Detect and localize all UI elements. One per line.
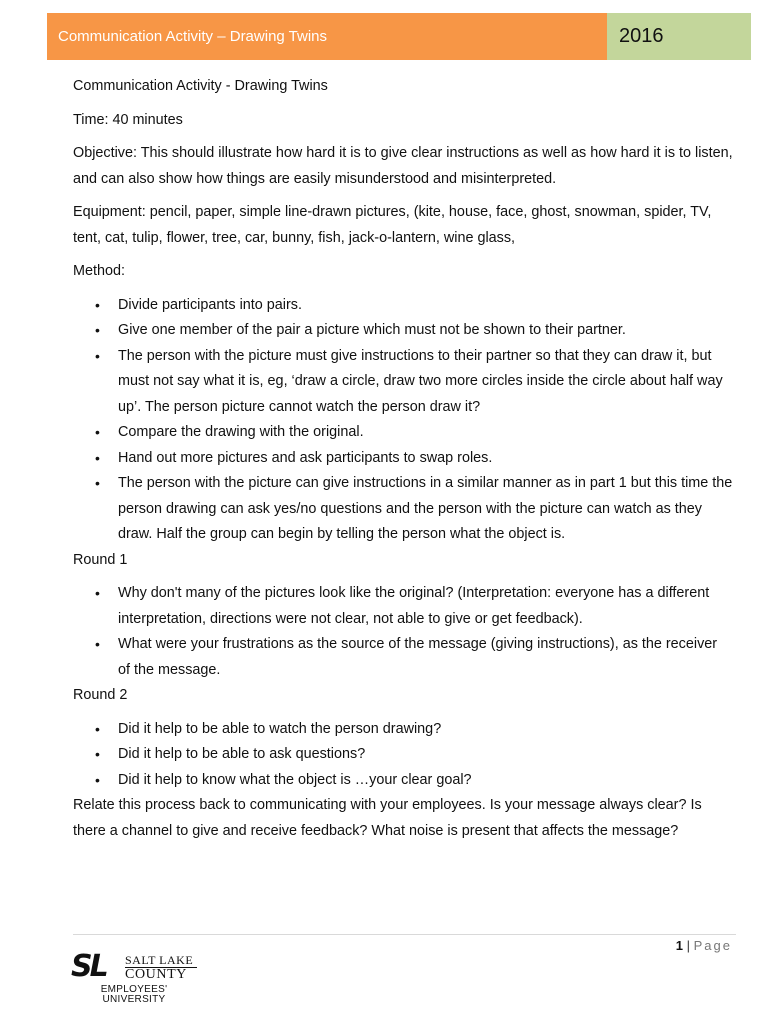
list-item: • What were your frustrations as the source of the message (giving instructions), as the receiver of the message.	[73, 632, 733, 683]
logo-line2: COUNTY	[125, 967, 187, 982]
round1-list	[73, 581, 733, 683]
logo-line1: SALT LAKE	[125, 953, 194, 967]
page-label: Page	[693, 938, 732, 953]
list-item: • Why don't many of the pictures look like the original? (Interpretation: everyone has a different interpretation, directions were not clear, not able to give or get feedback).	[73, 581, 733, 632]
page-number	[676, 938, 732, 953]
logo-line3: EMPLOYEES'	[100, 984, 168, 995]
document-body	[73, 74, 733, 852]
header-year: 2016	[607, 13, 751, 60]
page-number-value: 1	[675, 938, 684, 953]
list-item: • Compare the drawing with the original.	[73, 420, 733, 446]
logo-mark: SL	[71, 949, 106, 984]
time-line: Time: 40 minutes	[73, 111, 183, 128]
list-item: • Did it help to be able to watch the person drawing?	[73, 717, 733, 743]
logo-subtitle	[99, 985, 169, 1005]
footer-divider	[73, 934, 736, 935]
list-item: • The person with the picture can give instructions in a similar manner as in part 1 but this time the person drawing can ask yes/no questions and the person with the picture can watch as they draw. Half the group can begin by telling the person what the object is.	[73, 471, 733, 548]
equipment-paragraph: Equipment: pencil, paper, simple line-drawn pictures, (kite, house, face, ghost, snowman, spider, TV, tent, cat, tulip, flower, tree, car, bunny, fish, jack-o-lantern, wine glass,	[73, 204, 712, 246]
salt-lake-county-logo	[71, 949, 211, 1018]
header-title: Communication Activity – Drawing Twins	[47, 13, 607, 60]
list-item: • Did it help to be able to ask questions?	[73, 742, 733, 768]
list-item: • Divide participants into pairs.	[73, 293, 733, 319]
round2-label: Round 2	[73, 687, 128, 703]
method-label: Method:	[73, 263, 125, 279]
list-item: • Hand out more pictures and ask participants to swap roles.	[73, 446, 733, 472]
list-item: • Give one member of the pair a picture which must not be shown to their partner.	[73, 318, 733, 344]
round1-label: Round 1	[73, 551, 128, 568]
list-item: • Did it help to know what the object is …your clear goal?	[73, 768, 733, 794]
document-heading: Communication Activity - Drawing Twins	[73, 78, 328, 94]
logo-line4: UNIVERSITY	[102, 994, 166, 1005]
method-list	[73, 293, 733, 548]
closing-paragraph: Relate this process back to communicating with your employees. Is your message always clear? Is there a channel to give and receive feedback? What noise is present that affects the message?	[73, 797, 702, 839]
page-header	[47, 13, 751, 60]
list-item: • The person with the picture must give instructions to their partner so that they can draw it, but must not say what it is, eg, ‘draw a circle, draw two more circles inside the circle about half way up’. The person picture cannot watch the person draw it?	[73, 344, 733, 421]
round2-list	[73, 717, 733, 794]
page-separator: |	[683, 938, 694, 953]
objective-paragraph: Objective: This should illustrate how hard it is to give clear instructions as well as how hard it is to listen, and can also show how things are easily misunderstood and misinterpreted.	[73, 145, 733, 187]
